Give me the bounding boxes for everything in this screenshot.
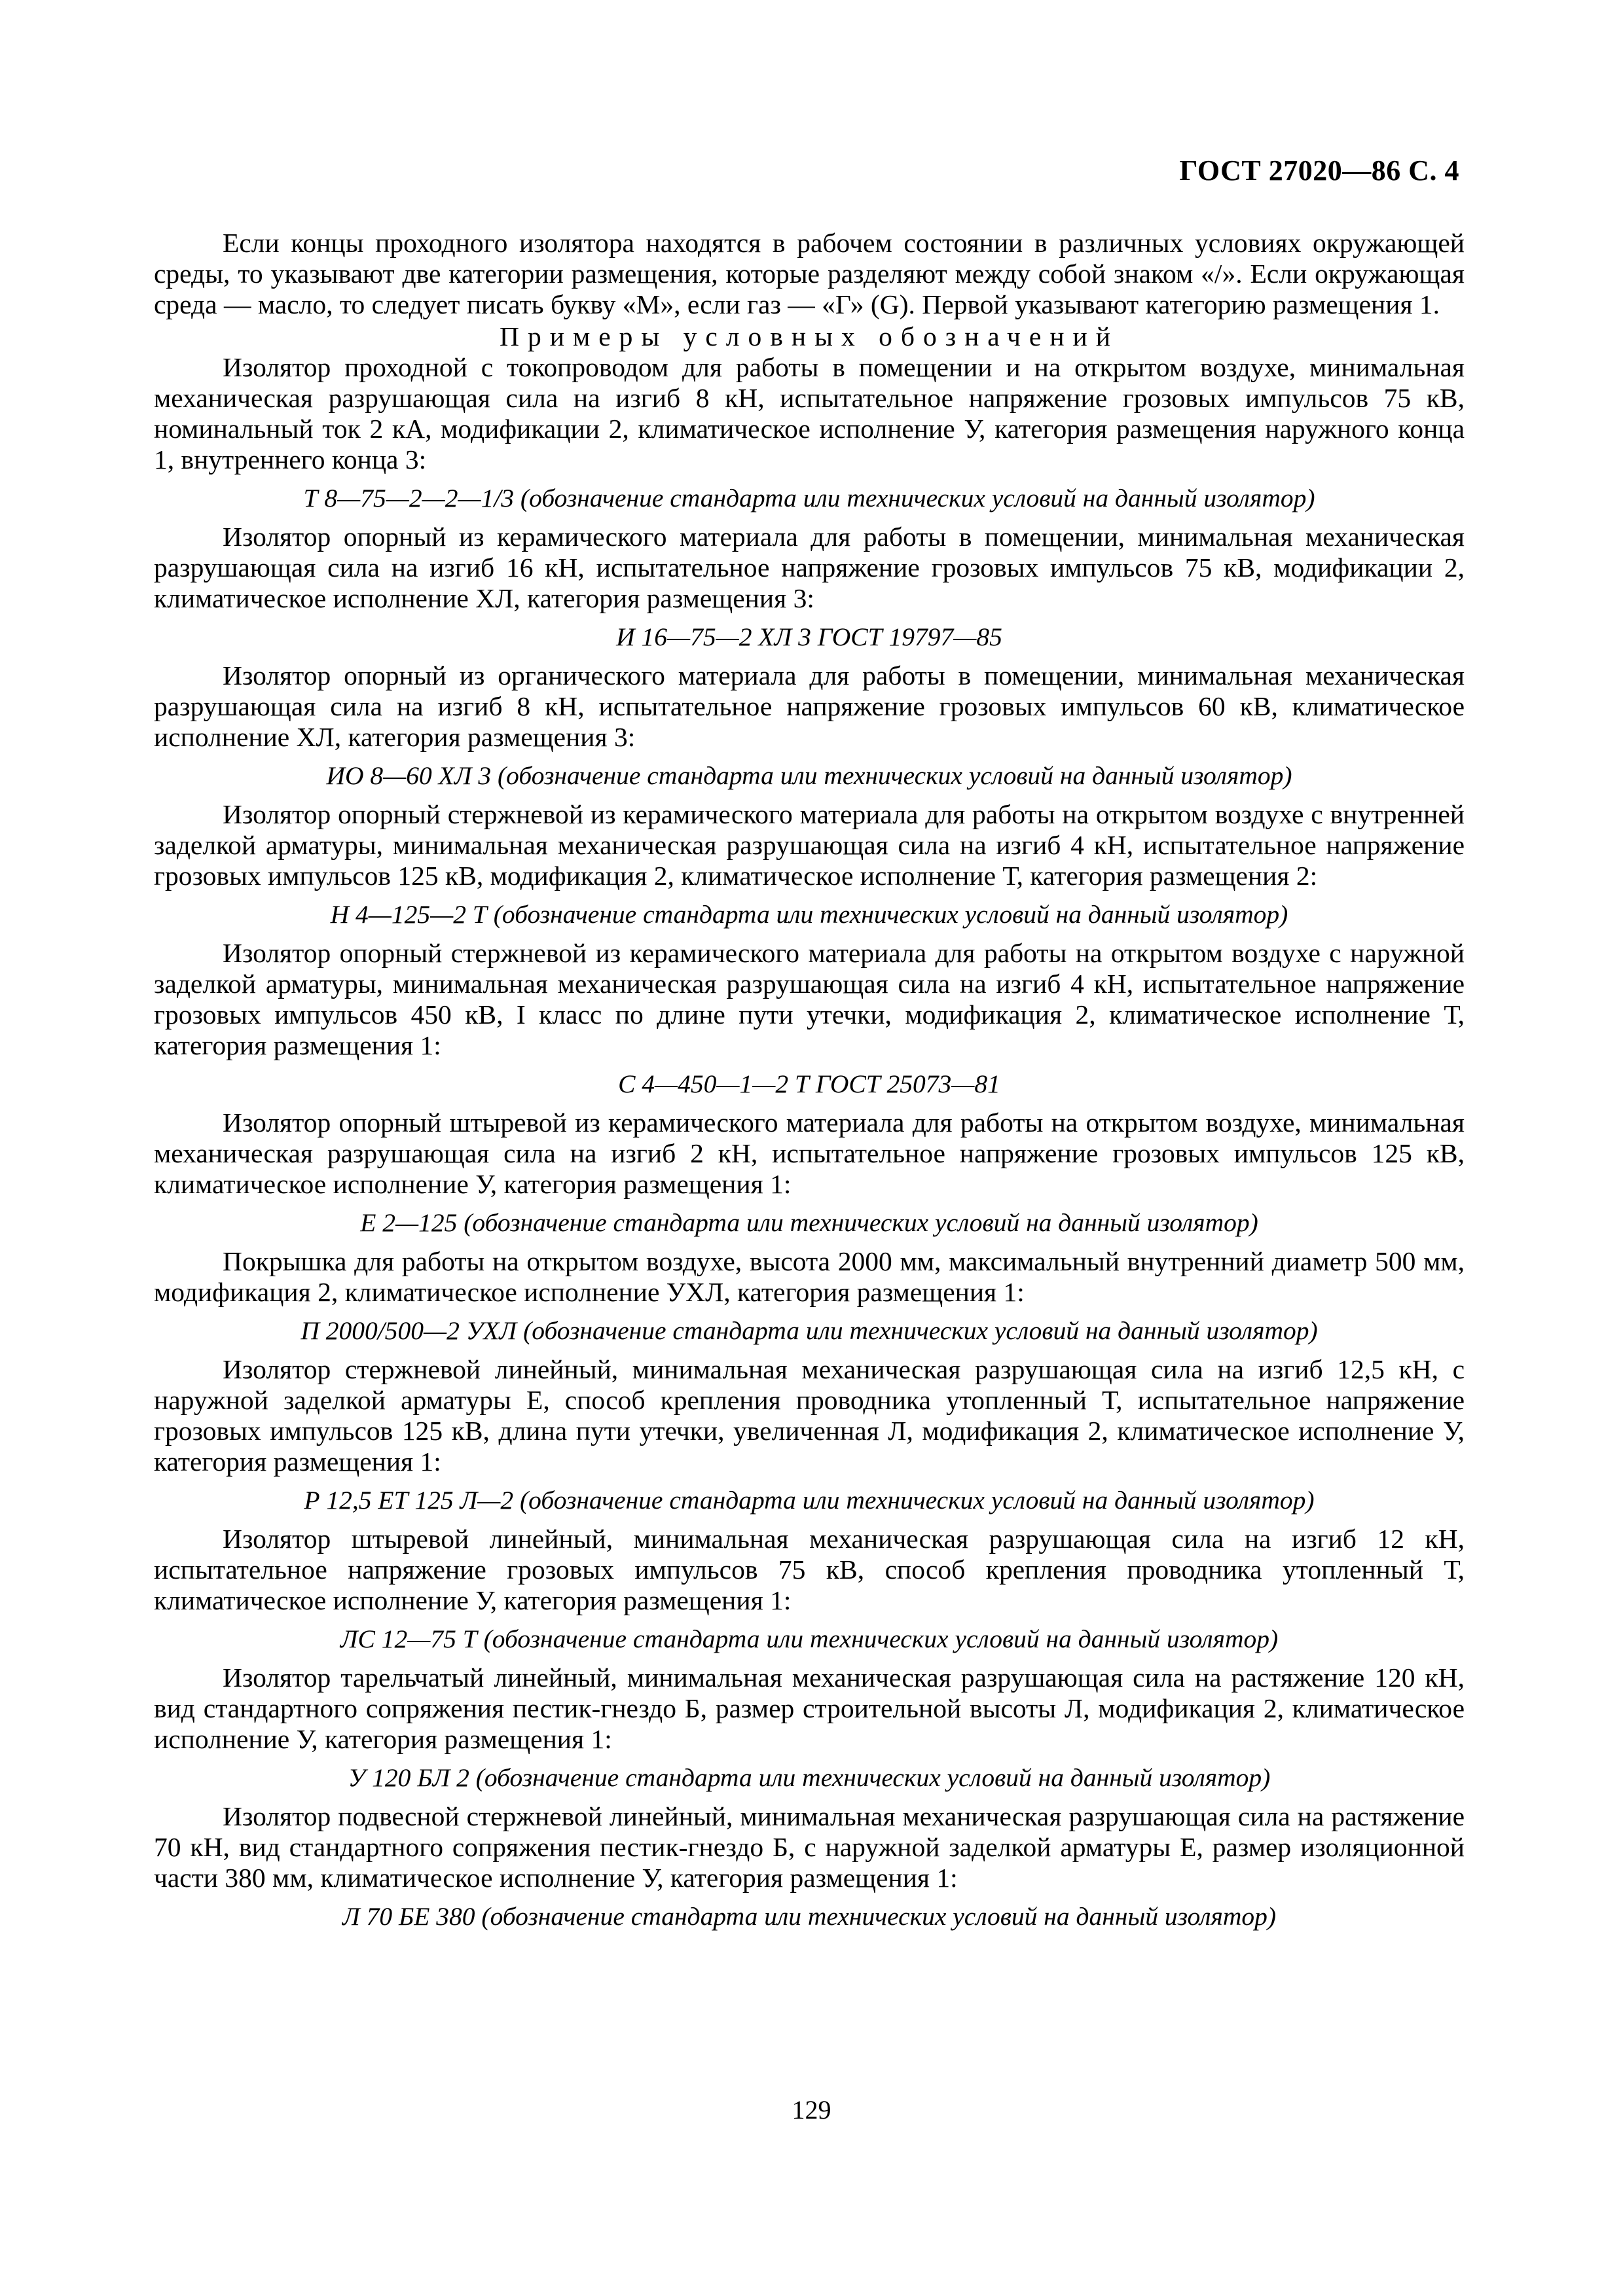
example-description: Покрышка для работы на открытом воздухе, высота 2000 мм, максимальный внутренний диаметр 500 мм, модификация 2, климатическое исполнение УХЛ, категория размещения 1:	[154, 1246, 1465, 1307]
page-number: 129	[792, 2095, 831, 2125]
example-description: Изолятор опорный из органического материала для работы в помещении, минимальная механическая разрушающая сила на изгиб 8 кН, испытательное напряжение грозовых импульсов 60 кВ, климатическое исполнение ХЛ, категория размещения 3:	[154, 660, 1465, 752]
example-designation: Р 12,5 ЕТ 125 Л—2 (обозначение стандарта или технических условий на данный изолятор)	[304, 1486, 1315, 1515]
example-designation: У 120 БЛ 2 (обозначение стандарта или технических условий на данный изолятор)	[348, 1763, 1271, 1792]
example-description: Изолятор стержневой линейный, минимальная механическая разрушающая сила на изгиб 12,5 кН, с наружной заделкой арматуры Е, способ крепления проводника утопленный Т, испытательное напряжение грозовых импульсов 125 кВ, длина пути утечки, увеличенная Л, модификация 2, климатическое исполнение У, категория размещения 1:	[154, 1354, 1465, 1477]
example-description: Изолятор подвесной стержневой линейный, минимальная механическая разрушающая сила на растяжение 70 кН, вид стандартного сопряжения пестик-гнездо Б, с наружной заделкой арматуры Е, размер изоляционной части 380 мм, климатическое исполнение У, категория размещения 1:	[154, 1801, 1465, 1893]
document-body	[154, 228, 1465, 1940]
example-designation: Е 2—125 (обозначение стандарта или технических условий на данный изолятор)	[360, 1208, 1258, 1237]
example-designation: Т 8—75—2—2—1/3 (обозначение стандарта или технических условий на данный изолятор)	[303, 484, 1315, 512]
example-description: Изолятор опорный стержневой из керамического материала для работы на открытом воздухе с внутренней заделкой арматуры, минимальная механическая разрушающая сила на изгиб 4 кН, испытательное напряжение грозовых импульсов 125 кВ, модификация 2, климатическое исполнение Т, категория размещения 2:	[154, 799, 1465, 891]
example-designation: П 2000/500—2 УХЛ (обозначение стандарта или технических условий на данный изолятор)	[301, 1316, 1318, 1345]
example-description: Изолятор опорный штыревой из керамического материала для работы на открытом воздухе, минимальная механическая разрушающая сила на изгиб 2 кН, испытательное напряжение грозовых импульсов 125 кВ, климатическое исполнение У, категория размещения 1:	[154, 1107, 1465, 1199]
examples-heading: Примеры условных обозначений	[500, 321, 1119, 351]
example-description: Изолятор опорный из керамического материала для работы в помещении, минимальная механическая разрушающая сила на изгиб 16 кН, испытательное напряжение грозовых импульсов 75 кВ, модификации 2, климатическое исполнение ХЛ, категория размещения 3:	[154, 522, 1465, 613]
example-description: Изолятор штыревой линейный, минимальная механическая разрушающая сила на изгиб 12 кН, испытательное напряжение грозовых импульсов 75 кВ, способ крепления проводника утопленный Т, климатическое исполнение У, категория размещения 1:	[154, 1524, 1465, 1615]
example-designation: ЛС 12—75 Т (обозначение стандарта или технических условий на данный изолятор)	[340, 1624, 1279, 1653]
example-designation: С 4—450—1—2 Т ГОСТ 25073—81	[618, 1069, 1000, 1098]
example-description: Изолятор проходной с токопроводом для работы в помещении и на открытом воздухе, минимальная механическая разрушающая сила на изгиб 8 кН, испытательное напряжение грозовых импульсов 75 кВ, номинальный ток 2 кА, модификации 2, климатическое исполнение У, категория размещения наружного конца 1, внутреннего конца 3:	[154, 352, 1465, 475]
example-description: Изолятор опорный стержневой из керамического материала для работы на открытом воздухе с наружной заделкой арматуры, минимальная механическая разрушающая сила на изгиб 4 кН, испытательное напряжение грозовых импульсов 450 кВ, I класс по длине пути утечки, модификация 2, климатическое исполнение Т, категория размещения 1:	[154, 938, 1465, 1060]
example-designation: И 16—75—2 ХЛ 3 ГОСТ 19797—85	[616, 622, 1002, 651]
example-description: Изолятор тарельчатый линейный, минимальная механическая разрушающая сила на растяжение 120 кН, вид стандартного сопряжения пестик-гнездо Б, размер строительной высоты Л, модификация 2, климатическое исполнение У, категория размещения 1:	[154, 1662, 1465, 1754]
example-designation: ИО 8—60 ХЛ 3 (обозначение стандарта или технических условий на данный изолятор)	[326, 761, 1292, 790]
example-designation: Н 4—125—2 Т (обозначение стандарта или технических условий на данный изолятор)	[330, 900, 1288, 929]
page-header: ГОСТ 27020—86 С. 4	[1179, 154, 1459, 187]
intro-paragraph: Если концы проходного изолятора находятся в рабочем состоянии в различных условиях окружающей среды, то указывают две категории размещения, которые разделяют между собой знаком «/». Если окружающая среда — масло, то следует писать букву «М», если газ — «Г» (G). Первой указывают категорию размещения 1.	[154, 228, 1465, 319]
example-designation: Л 70 БЕ 380 (обозначение стандарта или технических условий на данный изолятор)	[342, 1902, 1276, 1931]
